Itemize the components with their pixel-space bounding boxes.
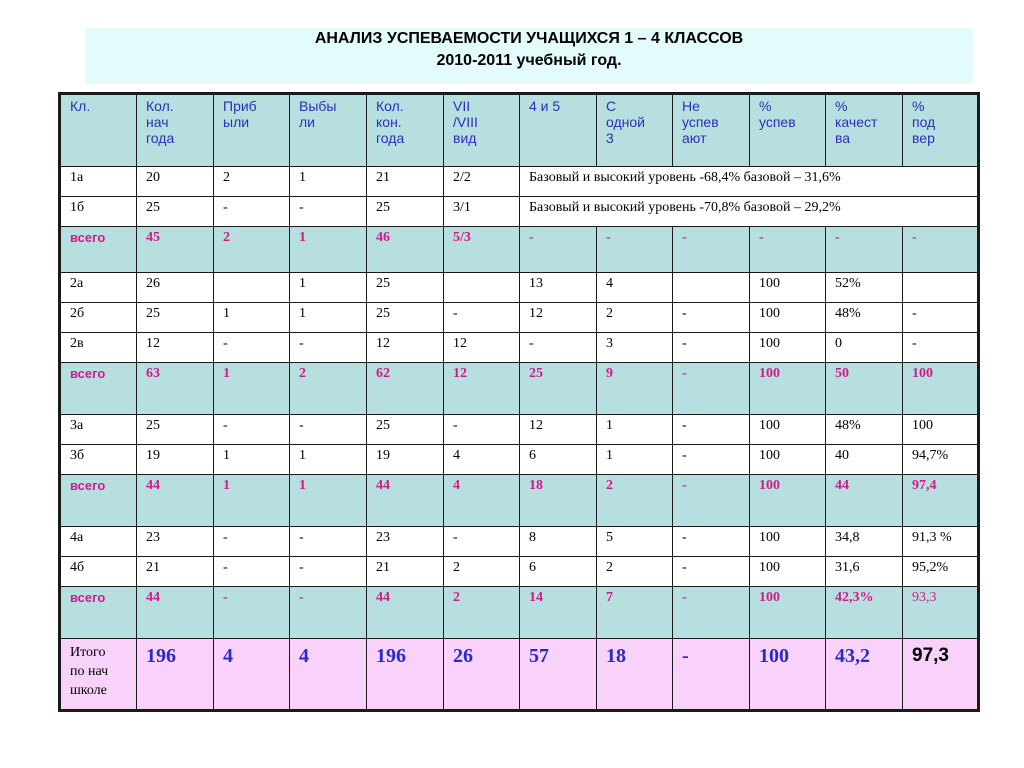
data-cell: 12 [137,333,214,363]
data-cell [903,273,979,303]
total-cell: 100 [750,475,826,527]
data-cell: 1 [214,445,290,475]
data-cell: 100 [750,333,826,363]
data-cell: 25 [367,303,444,333]
data-cell: 100 [750,557,826,587]
data-cell: - [673,333,750,363]
total-cell: - [903,227,979,273]
total-cell: 1 [214,363,290,415]
data-cell: 25 [367,273,444,303]
data-cell: 100 [903,415,979,445]
total-cell: - [673,363,750,415]
data-cell: 4 [444,445,520,475]
data-cell: - [214,415,290,445]
total-label: всего [60,363,137,415]
final-cell: 4 [214,639,290,711]
data-cell: - [290,333,367,363]
table-row [60,197,979,227]
data-cell [214,273,290,303]
data-cell: 3/1 [444,197,520,227]
total-cell: - [826,227,903,273]
total-cell: 25 [520,363,597,415]
total-cell: 44 [367,587,444,639]
data-cell: 12 [520,303,597,333]
data-cell: 25 [137,197,214,227]
total-cell: 14 [520,587,597,639]
data-cell: 3 [597,333,673,363]
class-cell: 3б [60,445,137,475]
class-cell: 2в [60,333,137,363]
final-label: Итого по нач школе [60,639,137,711]
data-cell: 12 [444,333,520,363]
total-cell: 50 [826,363,903,415]
table-row [60,527,979,557]
data-cell: 23 [367,527,444,557]
final-cell: - [673,639,750,711]
final-cell: 26 [444,639,520,711]
data-cell: 23 [137,527,214,557]
data-cell: 21 [367,557,444,587]
data-cell [444,273,520,303]
data-cell: - [903,333,979,363]
total-cell: 42,3% [826,587,903,639]
data-cell: - [673,303,750,333]
data-cell: 2 [444,557,520,587]
data-cell: 95,2% [903,557,979,587]
note-cell: Базовый и высокий уровень -68,4% базовой – 31,6% [520,167,979,197]
total-cell: 2 [597,475,673,527]
data-cell: 1 [597,445,673,475]
total-cell: 18 [520,475,597,527]
total-cell: 2 [214,227,290,273]
column-header: Выбы ли [290,94,367,167]
data-cell: - [214,557,290,587]
table-row [60,557,979,587]
total-cell: 63 [137,363,214,415]
data-cell: 4 [597,273,673,303]
column-header: % успев [750,94,826,167]
data-cell: 25 [137,415,214,445]
total-label: всего [60,475,137,527]
data-cell: - [520,333,597,363]
class-cell: 3а [60,415,137,445]
data-cell: 48% [826,415,903,445]
data-cell: - [903,303,979,333]
total-cell: 97,4 [903,475,979,527]
column-header: Кол. нач года [137,94,214,167]
data-cell: - [214,197,290,227]
total-cell: 100 [903,363,979,415]
data-cell: 2 [597,557,673,587]
data-cell: - [444,415,520,445]
total-cell: - [290,587,367,639]
data-cell: 100 [750,415,826,445]
table-body [60,94,979,711]
data-cell: 1 [290,273,367,303]
column-header: % под вер [903,94,979,167]
total-cell: 4 [444,475,520,527]
total-cell: 100 [750,363,826,415]
total-cell: 7 [597,587,673,639]
class-cell: 1б [60,197,137,227]
data-cell: 13 [520,273,597,303]
total-row [60,363,979,415]
class-cell: 4б [60,557,137,587]
total-cell: 44 [826,475,903,527]
data-cell: 26 [137,273,214,303]
data-cell: - [673,557,750,587]
class-cell: 4а [60,527,137,557]
header-row [60,94,979,167]
data-cell: 2/2 [444,167,520,197]
page-title: АНАЛИЗ УСПЕВАЕМОСТИ УЧАЩИХСЯ 1 – 4 КЛАССОВ [314,30,744,47]
data-cell: 94,7% [903,445,979,475]
total-cell: 100 [750,587,826,639]
total-cell: 44 [367,475,444,527]
page-subtitle: 2010-2011 учебный год. [436,52,622,69]
column-header: VII /VIII вид [444,94,520,167]
data-cell: 91,3 % [903,527,979,557]
data-cell: 48% [826,303,903,333]
final-cell: 196 [367,639,444,711]
total-cell: - [520,227,597,273]
data-cell: 19 [367,445,444,475]
total-label: всего [60,587,137,639]
data-cell: 20 [137,167,214,197]
data-cell: - [673,527,750,557]
data-cell: 100 [750,303,826,333]
total-cell: - [673,227,750,273]
data-cell: 1 [290,445,367,475]
table-row [60,415,979,445]
column-header: Не успев ают [673,94,750,167]
data-cell: - [290,415,367,445]
final-cell: 196 [137,639,214,711]
data-cell: 12 [520,415,597,445]
data-cell: 6 [520,445,597,475]
column-header: С одной 3 [597,94,673,167]
total-cell: 1 [290,227,367,273]
data-cell: 100 [750,445,826,475]
final-cell: 43,2 [826,639,903,711]
total-row [60,227,979,273]
total-cell: 45 [137,227,214,273]
column-header: 4 и 5 [520,94,597,167]
data-cell: 5 [597,527,673,557]
data-cell: - [673,445,750,475]
final-cell: 4 [290,639,367,711]
total-cell: - [673,587,750,639]
data-cell: 100 [750,273,826,303]
total-cell: 44 [137,475,214,527]
total-cell: - [214,587,290,639]
data-cell: - [214,527,290,557]
table-row [60,167,979,197]
data-cell: 25 [137,303,214,333]
data-cell: - [444,303,520,333]
table-row [60,273,979,303]
class-cell: 1а [60,167,137,197]
column-header: Кол. кон. года [367,94,444,167]
column-header: % качест ва [826,94,903,167]
data-cell: 21 [367,167,444,197]
table-row [60,303,979,333]
data-cell: 12 [367,333,444,363]
total-cell: 1 [214,475,290,527]
column-header: Приб ыли [214,94,290,167]
column-header: Кл. [60,94,137,167]
data-cell: - [673,415,750,445]
final-cell: 18 [597,639,673,711]
data-cell: 1 [214,303,290,333]
title-banner [85,28,973,84]
data-cell: 2 [214,167,290,197]
total-cell: 9 [597,363,673,415]
performance-table [58,92,980,712]
data-cell: 25 [367,415,444,445]
data-cell: 1 [597,415,673,445]
data-cell: 31,6 [826,557,903,587]
total-cell: 44 [137,587,214,639]
total-cell: 62 [367,363,444,415]
table-row [60,445,979,475]
class-cell: 2б [60,303,137,333]
data-cell: 2 [597,303,673,333]
note-cell: Базовый и высокий уровень -70,8% базовой – 29,2% [520,197,979,227]
data-cell: 19 [137,445,214,475]
total-row [60,587,979,639]
data-cell: - [290,197,367,227]
data-cell: 1 [290,167,367,197]
final-cell: 97,3 [903,639,979,711]
final-cell: 100 [750,639,826,711]
total-cell: 93,3 [903,587,979,639]
total-cell: 12 [444,363,520,415]
data-cell: - [290,527,367,557]
data-cell: 100 [750,527,826,557]
class-cell: 2а [60,273,137,303]
total-label: всего [60,227,137,273]
total-cell: 1 [290,475,367,527]
data-cell [673,273,750,303]
data-cell: - [444,527,520,557]
data-cell: 52% [826,273,903,303]
final-total-row [60,639,979,711]
data-cell: - [290,557,367,587]
total-row [60,475,979,527]
total-cell: 46 [367,227,444,273]
data-cell: 0 [826,333,903,363]
data-cell: 6 [520,557,597,587]
total-cell: - [597,227,673,273]
total-cell: - [750,227,826,273]
total-cell: 5/3 [444,227,520,273]
total-cell: - [673,475,750,527]
total-cell: 2 [444,587,520,639]
total-cell: 2 [290,363,367,415]
data-cell: 25 [367,197,444,227]
data-cell: 21 [137,557,214,587]
final-cell: 57 [520,639,597,711]
data-cell: 34,8 [826,527,903,557]
data-cell: 40 [826,445,903,475]
data-cell: - [214,333,290,363]
table-row [60,333,979,363]
data-cell: 8 [520,527,597,557]
data-cell: 1 [290,303,367,333]
